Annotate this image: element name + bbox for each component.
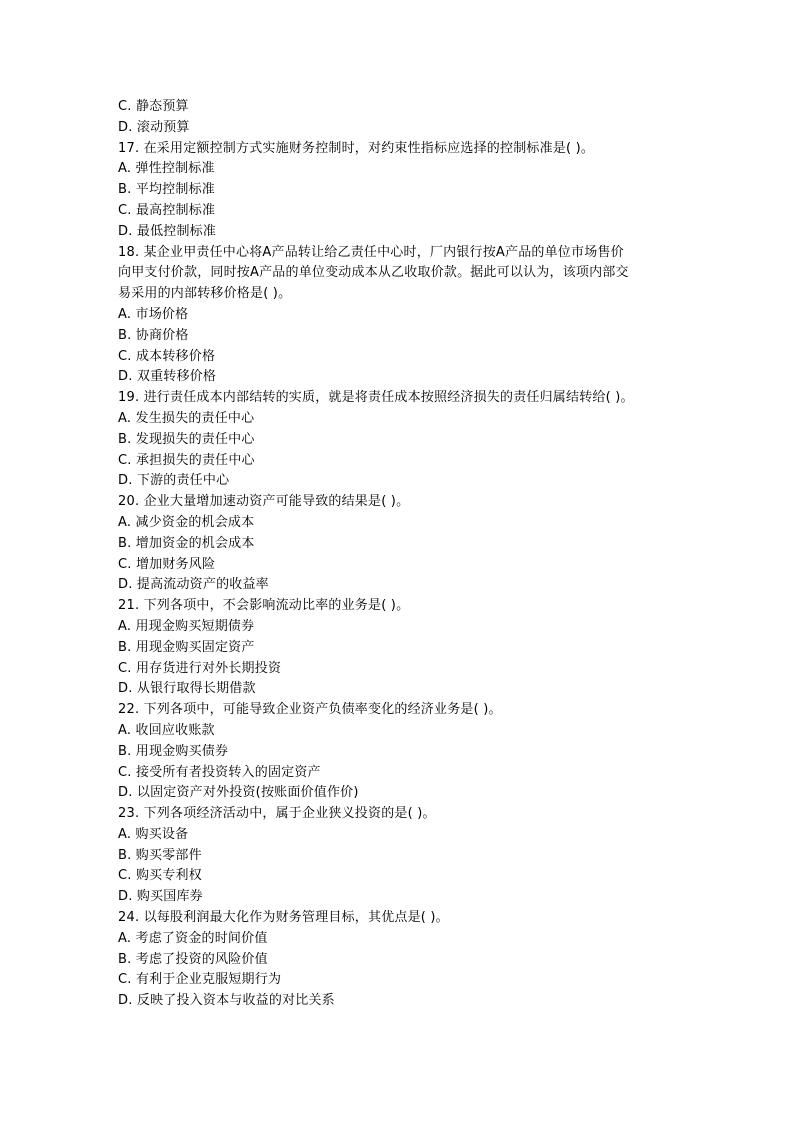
answer-option: A. 市场价格 xyxy=(118,306,189,322)
answer-option: A. 收回应收账款 xyxy=(118,722,215,738)
answer-option: D. 滚动预算 xyxy=(118,119,190,135)
document-page xyxy=(118,97,678,1012)
answer-option: C. 承担损失的责任中心 xyxy=(118,452,255,468)
answer-option: A. 发生损失的责任中心 xyxy=(118,410,255,426)
answer-option: C. 接受所有者投资转入的固定资产 xyxy=(118,764,321,780)
answer-option: D. 双重转移价格 xyxy=(118,369,217,385)
answer-option: B. 发现损失的责任中心 xyxy=(118,431,255,447)
question-text: 19. 进行责任成本内部结转的实质，就是将责任成本按照经济损失的责任归属结转给( )。 xyxy=(118,390,634,406)
question-text: 23. 下列各项经济活动中，属于企业狭义投资的是( )。 xyxy=(118,806,436,822)
answer-option: D. 下游的责任中心 xyxy=(118,473,230,489)
answer-option: C. 有利于企业克服短期行为 xyxy=(118,972,282,988)
answer-option: D. 以固定资产对外投资(按账面价值作价) xyxy=(118,785,359,801)
answer-option: A. 购买设备 xyxy=(118,826,189,842)
answer-option: D. 购买国库券 xyxy=(118,889,203,905)
answer-option: A. 考虑了资金的时间价值 xyxy=(118,930,268,946)
question-text: 18. 某企业甲责任中心将A产品转让给乙责任中心时，厂内银行按A产品的单位市场售价 xyxy=(118,244,624,260)
question-text: 20. 企业大量增加速动资产可能导致的结果是( )。 xyxy=(118,494,410,510)
answer-option: C. 购买专利权 xyxy=(118,868,202,884)
answer-option: A. 减少资金的机会成本 xyxy=(118,514,255,530)
answer-option: B. 用现金购买固定资产 xyxy=(118,639,255,655)
answer-option: B. 协商价格 xyxy=(118,327,189,343)
answer-option: D. 提高流动资产的收益率 xyxy=(118,577,269,593)
question-text: 22. 下列各项中，可能导致企业资产负债率变化的经济业务是( )。 xyxy=(118,702,502,718)
answer-option: D. 最低控制标准 xyxy=(118,223,217,239)
question-text: 17. 在采用定额控制方式实施财务控制时，对约束性指标应选择的控制标准是( )。 xyxy=(118,140,595,156)
answer-option: C. 用存货进行对外长期投资 xyxy=(118,660,282,676)
answer-option: C. 增加财务风险 xyxy=(118,556,216,572)
answer-option: B. 用现金购买债券 xyxy=(118,743,229,759)
answer-option: D. 从银行取得长期借款 xyxy=(118,681,256,697)
question-text-continued: 向甲支付价款，同时按A产品的单位变动成本从乙收取价款。据此可以认为，该项内部交 xyxy=(118,265,629,281)
answer-option: A. 弹性控制标准 xyxy=(118,161,215,177)
answer-option: B. 平均控制标准 xyxy=(118,182,215,198)
answer-option: C. 静态预算 xyxy=(118,99,189,114)
question-text-continued: 易采用的内部转移价格是( )。 xyxy=(118,286,292,302)
question-text: 21. 下列各项中，不会影响流动比率的业务是( )。 xyxy=(118,598,410,614)
answer-option: C. 成本转移价格 xyxy=(118,348,216,364)
question-text: 24. 以每股利润最大化作为财务管理目标，其优点是( )。 xyxy=(118,910,449,926)
answer-option: D. 反映了投入资本与收益的对比关系 xyxy=(118,993,335,1009)
answer-option: C. 最高控制标准 xyxy=(118,202,216,218)
answer-option: B. 购买零部件 xyxy=(118,847,202,863)
answer-option: A. 用现金购买短期债券 xyxy=(118,618,255,634)
answer-option: B. 考虑了投资的风险价值 xyxy=(118,951,268,967)
answer-option: B. 增加资金的机会成本 xyxy=(118,535,255,551)
